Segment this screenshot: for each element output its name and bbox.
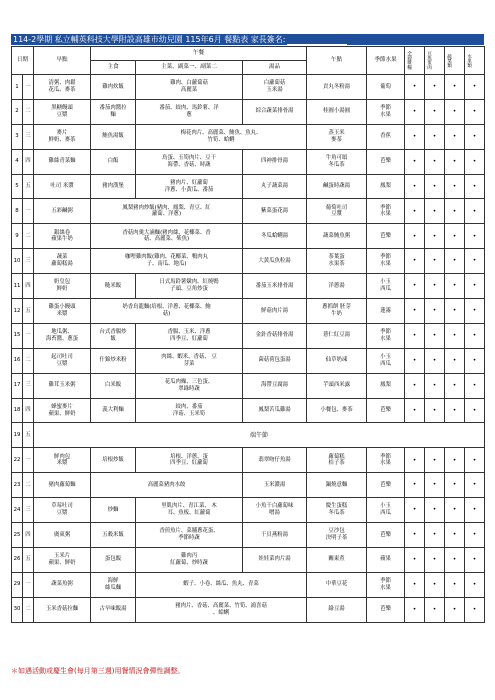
row-fruit: 小玉 西瓜 — [367, 498, 405, 523]
row-dishes: 雞肉丙 紅蘿蔔、炒時蔬 — [136, 547, 243, 572]
row-staple: 奶香鳥龍麵(培根、洋蔥、花椰菜、鮑 菇) — [91, 299, 243, 324]
group-dot: • — [445, 348, 465, 373]
row-afternoon: 鹹蛋時蔬湯 — [307, 174, 367, 199]
row-morning: 五彩鹹粥 — [34, 199, 91, 224]
table-row — [12, 597, 485, 622]
group-dot: • — [465, 224, 485, 249]
group-dot: • — [425, 124, 445, 149]
row-fruit: 香蕉 — [367, 124, 405, 149]
row-staple: 高麗菜豬肉水餃 — [91, 473, 243, 498]
row-staple: 白米飯 — [91, 373, 136, 398]
row-dishes: 鳥蛋、玉筍肉片、豆干 海帶、香菇、時蔬 — [136, 149, 243, 174]
row-soup: 菌菇荷包蛋湯 — [243, 348, 307, 373]
table-row — [12, 523, 485, 548]
group-dot: • — [465, 398, 485, 423]
group-dot: • — [405, 547, 425, 572]
row-weekday: 五 — [23, 423, 34, 448]
row-afternoon: 鍋燒意麵 — [307, 473, 367, 498]
row-fruit: 季節 水果 — [367, 249, 405, 274]
table-row — [12, 199, 485, 224]
table-row — [12, 75, 485, 100]
row-weekday: 三 — [23, 124, 34, 149]
row-morning: 地瓜粥、 海苔醬、蔥蛋 — [34, 323, 91, 348]
row-fruit: 芭樂 — [367, 224, 405, 249]
row-afternoon: 洋蔥湯 — [307, 274, 367, 299]
col-lunch: 午餐 — [91, 47, 307, 61]
row-dishes: 蝦子、小卷、絲瓜、魚丸、青菜 — [136, 572, 307, 597]
row-holiday: 端午節 — [34, 423, 485, 448]
row-dishes: 日式馬鈴薯燉肉、紅燒鴨 子頭、豆角炒蛋 — [136, 274, 243, 299]
table-row — [12, 149, 485, 174]
group-dot: • — [405, 448, 425, 473]
col-date: 日期 — [12, 47, 34, 75]
row-morning: 蜂蜜麥片 蘋果、鮮奶 — [34, 398, 91, 423]
row-weekday: 一 — [23, 199, 34, 224]
header-title: 114-2學期 私立輔英科技大學附設高雄市幼兒園 115年6月 餐點表 家長簽名: — [13, 35, 286, 44]
group-dot: • — [445, 547, 465, 572]
row-date: 18 — [12, 398, 23, 423]
row-date: 22 — [12, 448, 23, 473]
row-fruit: 芭樂 — [367, 149, 405, 174]
group-dot: • — [465, 99, 485, 124]
row-dishes: 肉絲、蝦米、香菇、 豆 芽菜 — [136, 348, 243, 373]
row-fruit: 芭樂 — [367, 398, 405, 423]
row-staple: 台式香腸炒 飯 — [91, 323, 136, 348]
group-dot: • — [465, 448, 485, 473]
row-staple: 咖哩雞肉飯(雞肉、花椰菜、鴨肉丸 子、南瓜、地瓜) — [91, 249, 243, 274]
group-dot: • — [465, 299, 485, 324]
group-dot: • — [445, 299, 465, 324]
row-weekday: 一 — [23, 75, 34, 100]
row-staple: 白飯 — [91, 149, 136, 174]
row-date: 24 — [12, 498, 23, 523]
group-dot: • — [445, 274, 465, 299]
row-soup: 鮮菇肉片湯 — [243, 299, 307, 324]
group-dot: • — [405, 224, 425, 249]
row-morning: 廣東粥 — [34, 523, 91, 548]
table-row — [12, 99, 485, 124]
row-afternoon: 中華豆花 — [307, 572, 367, 597]
table-row — [12, 398, 485, 423]
group-dot: • — [445, 149, 465, 174]
group-dot: • — [405, 149, 425, 174]
row-staple: 培根炒飯 — [91, 448, 136, 473]
row-date: 15 — [12, 323, 23, 348]
row-staple: 番茄肉醬拉 麵 — [91, 99, 136, 124]
col-soup: 湯品 — [243, 61, 307, 75]
group-dot: • — [405, 174, 425, 199]
group-dot: • — [425, 448, 445, 473]
group-dot: • — [465, 124, 485, 149]
row-morning: 雞蛋小饅頭 米漿 — [34, 299, 91, 324]
group-dot: • — [465, 473, 485, 498]
row-afternoon: 薏仁紅豆湯 — [307, 323, 367, 348]
group-dot: • — [465, 274, 485, 299]
row-soup: 海帶豆腐湯 — [243, 373, 307, 398]
row-staple: 鮪魚湯飯 — [91, 124, 136, 149]
table-row — [12, 323, 485, 348]
table-row — [12, 224, 485, 249]
table-row — [12, 547, 485, 572]
row-date: 10 — [12, 249, 23, 274]
row-dishes: 雞肉、白蘿蔔菇 高麗菜 — [136, 75, 243, 100]
group-dot: • — [405, 398, 425, 423]
row-weekday: 三 — [23, 373, 34, 398]
group-dot: • — [405, 274, 425, 299]
col-fruits-group: 水果類 — [465, 47, 485, 75]
row-afternoon: 蘿蔔糕 桔子茶 — [307, 448, 367, 473]
row-soup: 丸子蔬菜湯 — [243, 174, 307, 199]
row-weekday: 三 — [23, 498, 34, 523]
group-dot: • — [405, 323, 425, 348]
row-afternoon: 豆沙包 決明子茶 — [307, 523, 367, 548]
group-dot: • — [445, 75, 465, 100]
col-fruit: 季節水果 — [367, 47, 405, 75]
row-fruit: 蓮霧 — [367, 299, 405, 324]
row-staple: 義大利麵 — [91, 398, 136, 423]
row-date: 3 — [12, 124, 23, 149]
row-afternoon: 蒸玉米 麥茶 — [307, 124, 367, 149]
row-dishes: 番茄、絞肉、馬鈴薯、洋 蔥 — [136, 99, 243, 124]
group-dot: • — [445, 174, 465, 199]
row-weekday: 五 — [23, 299, 34, 324]
group-dot: • — [405, 249, 425, 274]
row-morning: 雞絲青菜麵 — [34, 149, 91, 174]
group-dot: • — [425, 473, 445, 498]
group-dot: • — [445, 498, 465, 523]
group-dot: • — [445, 99, 465, 124]
group-dot: • — [465, 174, 485, 199]
menu-table — [11, 46, 485, 623]
group-dot: • — [405, 348, 425, 373]
row-soup: 大黃瓜魚粒湯 — [243, 249, 307, 274]
row-afternoon: 蔬菜鮪魚粥 — [307, 224, 367, 249]
row-date: 12 — [12, 299, 23, 324]
row-morning: 銀絲卷 蘋果牛奶 — [34, 224, 91, 249]
row-afternoon: 貢丸冬粉湯 — [307, 75, 367, 100]
group-dot: • — [445, 473, 465, 498]
row-morning: 鮮肉包 米漿 — [34, 448, 91, 473]
row-dishes: 花瓜肉燥、三色蛋、 翠綠時蔬 — [136, 373, 243, 398]
group-dot: • — [405, 373, 425, 398]
col-morning: 早點 — [34, 47, 91, 75]
group-dot: • — [465, 249, 485, 274]
row-fruit: 季節 水果 — [367, 572, 405, 597]
group-dot: • — [425, 99, 445, 124]
group-dot: • — [465, 348, 485, 373]
row-soup: 翡翠吻仔魚湯 — [243, 448, 307, 473]
group-dot: • — [425, 398, 445, 423]
group-dot: • — [465, 75, 485, 100]
row-staple: 什錦炒米粉 — [91, 348, 136, 373]
row-dishes: 絞肉、番茄 洋菇、玉米筍 — [136, 398, 243, 423]
table-row — [12, 498, 485, 523]
row-soup: 玉米濃湯 — [243, 473, 307, 498]
row-date: 17 — [12, 373, 23, 398]
group-dot: • — [405, 199, 425, 224]
row-fruit: 芭樂 — [367, 473, 405, 498]
row-staple: 鳳梨豬肉炒飯(豬肉、鳳梨、青豆、紅 蘿蔔、洋蔥) — [91, 199, 243, 224]
row-soup: 金針香菇排骨湯 — [243, 323, 307, 348]
row-fruit: 芭樂 — [367, 597, 405, 622]
row-morning: 豬肉蘿蔔麵 — [34, 473, 91, 498]
group-dot: • — [465, 373, 485, 398]
group-dot: • — [405, 75, 425, 100]
group-dot: • — [425, 348, 445, 373]
row-morning: 草莓吐司 豆漿 — [34, 498, 91, 523]
group-dot: • — [445, 398, 465, 423]
row-afternoon: 茶葉蛋 水果茶 — [307, 249, 367, 274]
row-date: 25 — [12, 523, 23, 548]
row-afternoon: 蔥抓餅 胚芽 牛奶 — [307, 299, 367, 324]
row-morning: 蔬菜 蘿蔔糕湯 — [34, 249, 91, 274]
group-dot: • — [465, 572, 485, 597]
group-dot: • — [465, 498, 485, 523]
row-staple: 香菇肉羹大滷麵(豬肉絲、花椰菜、香 菇、高麗菜、柴魚) — [91, 224, 243, 249]
row-fruit: 鳳梨 — [367, 373, 405, 398]
row-weekday: 五 — [23, 174, 34, 199]
group-dot: • — [425, 149, 445, 174]
menu-body — [12, 75, 485, 623]
row-dishes: 豬肉片、香菇、高麗菜、竹筍、鴻喜菇 、蛤蜊 — [136, 597, 307, 622]
row-morning: 吐司 米漿 — [34, 174, 91, 199]
group-dot: • — [445, 523, 465, 548]
row-staple: 五穀米飯 — [91, 523, 136, 548]
table-row — [12, 448, 485, 473]
col-afternoon: 午點 — [307, 47, 367, 75]
group-dot: • — [465, 523, 485, 548]
row-weekday: 一 — [23, 572, 34, 597]
row-morning: 蔬菜魚粥 — [34, 572, 91, 597]
group-dot: • — [445, 448, 465, 473]
row-date: 2 — [12, 99, 23, 124]
row-dishes: 里肌肉片、青江菜、 木 耳、魚板、紅蘿蔔 — [136, 498, 243, 523]
group-dot: • — [445, 597, 465, 622]
row-date: 19 — [12, 423, 23, 448]
row-morning: 麥片 鮮奶、麥茶 — [34, 124, 91, 149]
group-dot: • — [425, 498, 445, 523]
group-dot: • — [405, 597, 425, 622]
row-soup: 綜合蔬菜排骨湯 — [243, 99, 307, 124]
group-dot: • — [425, 323, 445, 348]
group-dot: • — [445, 199, 465, 224]
row-weekday: 二 — [23, 99, 34, 124]
table-row — [12, 249, 485, 274]
row-staple: 糙米飯 — [91, 274, 136, 299]
row-weekday: 一 — [23, 448, 34, 473]
row-morning: 黑糖饅頭 豆漿 — [34, 99, 91, 124]
group-dot: • — [445, 249, 465, 274]
row-fruit: 芭樂 — [367, 523, 405, 548]
group-dot: • — [405, 523, 425, 548]
row-afternoon: 牛角可頌 冬瓜茶 — [307, 149, 367, 174]
row-soup: 干貝燕粉湯 — [243, 523, 307, 548]
row-staple: 海鮮 絲瓜麵 — [91, 572, 136, 597]
group-dot: • — [445, 224, 465, 249]
row-date: 1 — [12, 75, 23, 100]
group-dot: • — [465, 597, 485, 622]
row-date: 26 — [12, 547, 23, 572]
table-row — [12, 124, 485, 149]
row-fruit: 蘋果 — [367, 547, 405, 572]
row-afternoon: 關東煮 — [307, 547, 367, 572]
row-weekday: 四 — [23, 523, 34, 548]
row-date: 8 — [12, 199, 23, 224]
group-dot: • — [425, 523, 445, 548]
row-date: 29 — [12, 572, 23, 597]
group-dot: • — [425, 199, 445, 224]
row-staple: 炒麵 — [91, 498, 136, 523]
row-dishes: 培根、洋蔥、蛋 四季豆、紅蘿蔔 — [136, 448, 243, 473]
row-staple: 古早味飯湯 — [91, 597, 136, 622]
col-dishes: 主菜、副菜一、副菜二 — [136, 61, 243, 75]
row-soup: 白蘿蔔菇 玉米湯 — [243, 75, 307, 100]
row-morning: 玉米香菇拉麵 — [34, 597, 91, 622]
row-date: 9 — [12, 224, 23, 249]
row-soup: 紫菜蛋花湯 — [243, 199, 307, 224]
row-staple: 雞肉炊飯 — [91, 75, 136, 100]
table-row — [12, 174, 485, 199]
row-fruit: 季節 水果 — [367, 99, 405, 124]
menu-header — [11, 34, 484, 45]
table-row — [12, 572, 485, 597]
row-weekday: 二 — [23, 348, 34, 373]
row-afternoon: 芋頭西米露 — [307, 373, 367, 398]
row-soup: 鳳梨苦瓜雞湯 — [243, 398, 307, 423]
row-soup: 娃娃菜肉片湯 — [243, 547, 307, 572]
group-dot: • — [465, 149, 485, 174]
row-dishes: 香煎魚片、菜脯蔥花蛋、 季節時蔬 — [136, 523, 243, 548]
row-date: 16 — [12, 348, 23, 373]
row-afternoon: 葡萄吐司 豆漿 — [307, 199, 367, 224]
group-dot: • — [445, 572, 465, 597]
group-dot: • — [405, 99, 425, 124]
col-protein: 豆魚蛋肉 — [425, 47, 445, 75]
row-morning: 清粥、肉鬆 花瓜、麥茶 — [34, 75, 91, 100]
row-date: 11 — [12, 274, 23, 299]
row-morning: 玉米片 蘋果、鮮奶 — [34, 547, 91, 572]
row-afternoon: 仙草奶凍 — [307, 348, 367, 373]
row-date: 5 — [12, 174, 23, 199]
table-row — [12, 274, 485, 299]
group-dot: • — [465, 547, 485, 572]
row-soup: 番茄玉米排骨湯 — [243, 274, 307, 299]
row-morning: 雞茸玉米粥 — [34, 373, 91, 398]
group-dot: • — [405, 299, 425, 324]
group-dot: • — [425, 572, 445, 597]
col-grains: 全榖雜糧 — [405, 47, 425, 75]
group-dot: • — [425, 299, 445, 324]
row-morning: 奶皇包 鮮奶 — [34, 274, 91, 299]
group-dot: • — [425, 274, 445, 299]
group-dot: • — [425, 373, 445, 398]
group-dot: • — [465, 199, 485, 224]
group-dot: • — [405, 572, 425, 597]
group-dot: • — [425, 249, 445, 274]
group-dot: • — [425, 597, 445, 622]
table-row — [12, 299, 485, 324]
row-weekday: 五 — [23, 547, 34, 572]
row-weekday: 四 — [23, 149, 34, 174]
group-dot: • — [445, 373, 465, 398]
footnote: ＊如遇活動或慶生會(每月第三週)用餐情況會彈性調整。 — [11, 667, 185, 675]
group-dot: • — [405, 473, 425, 498]
signature-line — [287, 36, 347, 45]
row-fruit: 小玉 西瓜 — [367, 348, 405, 373]
row-fruit: 季節 水果 — [367, 199, 405, 224]
row-weekday: 四 — [23, 398, 34, 423]
row-fruit: 鳳梨 — [367, 174, 405, 199]
row-staple: 蛋包飯 — [91, 547, 136, 572]
row-soup: 小魚干白蘿蔔味 噌湯 — [243, 498, 307, 523]
row-weekday: 二 — [23, 597, 34, 622]
group-dot: • — [425, 75, 445, 100]
col-staple: 主食 — [91, 61, 136, 75]
row-afternoon: 小餐包、麥茶 — [307, 398, 367, 423]
row-weekday: 二 — [23, 473, 34, 498]
group-dot: • — [425, 547, 445, 572]
row-soup: 冬瓜蛤蜊湯 — [243, 224, 307, 249]
row-weekday: 二 — [23, 224, 34, 249]
col-vegetables: 蔬菜類 — [445, 47, 465, 75]
group-dot: • — [405, 498, 425, 523]
row-weekday: 四 — [23, 274, 34, 299]
table-row — [12, 348, 485, 373]
row-staple: 豬肉漢堡 — [91, 174, 136, 199]
group-dot: • — [465, 323, 485, 348]
row-fruit: 季節 水果 — [367, 323, 405, 348]
row-afternoon: 慶生蛋糕 冬瓜茶 — [307, 498, 367, 523]
row-fruit: 季節 水果 — [367, 448, 405, 473]
row-date: 30 — [12, 597, 23, 622]
group-dot: • — [445, 124, 465, 149]
group-dot: • — [405, 124, 425, 149]
row-dishes: 香腸、玉米、洋蔥 四季豆、紅蘿蔔 — [136, 323, 243, 348]
row-morning: 起司吐司 豆漿 — [34, 348, 91, 373]
row-fruit: 葡萄 — [367, 75, 405, 100]
row-afternoon: 桂圓小湯圓 — [307, 99, 367, 124]
row-fruit: 小玉 西瓜 — [367, 274, 405, 299]
row-date: 4 — [12, 149, 23, 174]
group-dot: • — [425, 174, 445, 199]
row-soup: 四神排骨湯 — [243, 149, 307, 174]
row-dishes: 梅花肉片、高麗菜、鮪魚、魚丸、 竹筍、蛤蜊 — [136, 124, 307, 149]
group-dot: • — [445, 323, 465, 348]
row-afternoon: 綠豆湯 — [307, 597, 367, 622]
table-row — [12, 373, 485, 398]
group-dot: • — [425, 224, 445, 249]
table-row — [12, 423, 485, 448]
table-row — [12, 473, 485, 498]
row-dishes: 豬肉片、紅蘿蔔 洋蔥、小黃瓜、番茄 — [136, 174, 243, 199]
row-date: 23 — [12, 473, 23, 498]
row-weekday: 一 — [23, 323, 34, 348]
row-weekday: 三 — [23, 249, 34, 274]
